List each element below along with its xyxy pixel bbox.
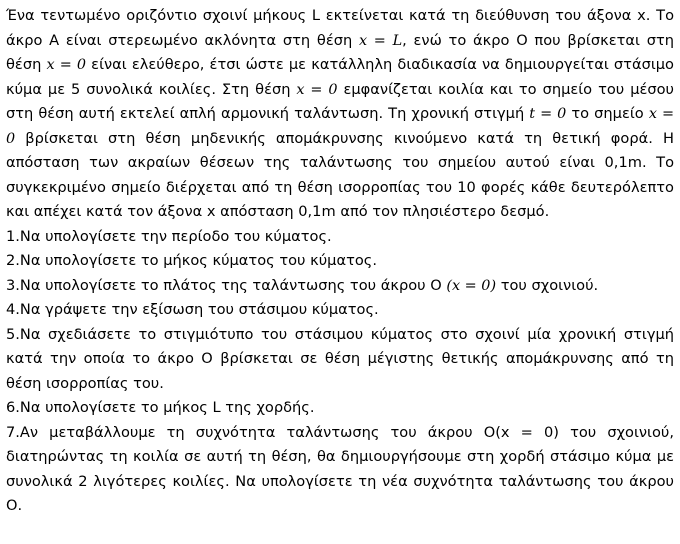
question-1: 1.Να υπολογίσετε την περίοδο του κύματος.	[6, 227, 332, 245]
intro-text: , ενώ το άκρο Ο που βρίσκεται στη θέση	[6, 31, 674, 73]
question-6: 6.Να υπολογίσετε το μήκος L της χορδής.	[6, 399, 315, 416]
question-7: 7.Αν μεταβάλλουμε τη συχνότητα ταλάντωσης του άκρου Ο(x = 0) του σχοινιού, διατηρώντας τη κοιλία σε αυτή τη θέση, θα δημιουργήσουμε στη χορδή στάσιμο κύμα με συνολικά 2 λιγότερες κοιλίες. Να υπολογίσετε τη νέα συχνότητα ταλάντωσης του άκρου Ο.	[6, 423, 674, 514]
intro-text: το σημείο	[566, 105, 649, 122]
intro-text: βρίσκεται στη θέση μηδενικής απομάκρυνσης κινούμενο κατά τη θετική φορά. Η απόσταση των ακραίων θέσεων της ταλάντωσης του σημείου αυτού είναι 0,1m. Το συγκεκριμένο σημείο διέρχεται από τη θέση ισορροπίας του 10 φορές κάθε δευτερόλεπτο και απέχει κατά τον άξονα x απόσταση 0,1m από τον πλησιέστερο δεσμό.	[6, 129, 674, 220]
question-3-text-end: του σχοινιού.	[496, 276, 599, 294]
question-3	[6, 274, 674, 299]
problem-document	[6, 4, 674, 519]
math-expression: x = L	[359, 32, 403, 49]
question-4: 4.Να γράψετε την εξίσωση του στάσιμου κύματος.	[6, 301, 379, 318]
math-expression: (x = 0)	[446, 277, 497, 294]
question-3-text: 3.Να υπολογίσετε το πλάτος της ταλάντωσης του άκρου Ο	[6, 276, 447, 294]
math-expression: t = 0	[529, 106, 567, 122]
math-expression: x = 0	[296, 81, 338, 98]
question-2: 2.Να υπολογίσετε το μήκος κύματος του κύματος.	[6, 252, 378, 269]
question-5: 5.Να σχεδιάσετε το στιγμιότυπο του στάσιμου κύματος στο σχοινί μία χρονική στιγμή κατά την οποία το άκρο Ο βρίσκεται σε θέση μέγιστης θετικής απομάκρυνσης από τη θέση ισορροπίας του.	[6, 325, 674, 392]
intro-text: εμφανίζεται κοιλία και το σημείο του μέσου στη θέση αυτή εκτελεί απλή αρμονική ταλάντωση. Τη χρονική στιγμή	[6, 80, 674, 122]
intro-text: είναι ελεύθερο, έτσι ώστε με κατάλληλη διαδικασία να δημιουργείται στάσιμο κύμα με 5 συνολικά κοιλίες. Στη θέση	[6, 56, 674, 98]
intro-text: Ένα τεντωμένο οριζόντιο σχοινί μήκους L εκτείνεται κατά τη διεύθυνση του άξονα x. Το άκρο Α είναι στερεωμένο ακλόνητα στη θέση	[6, 7, 674, 49]
math-expression: x = 0	[6, 106, 674, 147]
problem-statement	[6, 4, 674, 225]
math-expression: x = 0	[46, 57, 87, 73]
